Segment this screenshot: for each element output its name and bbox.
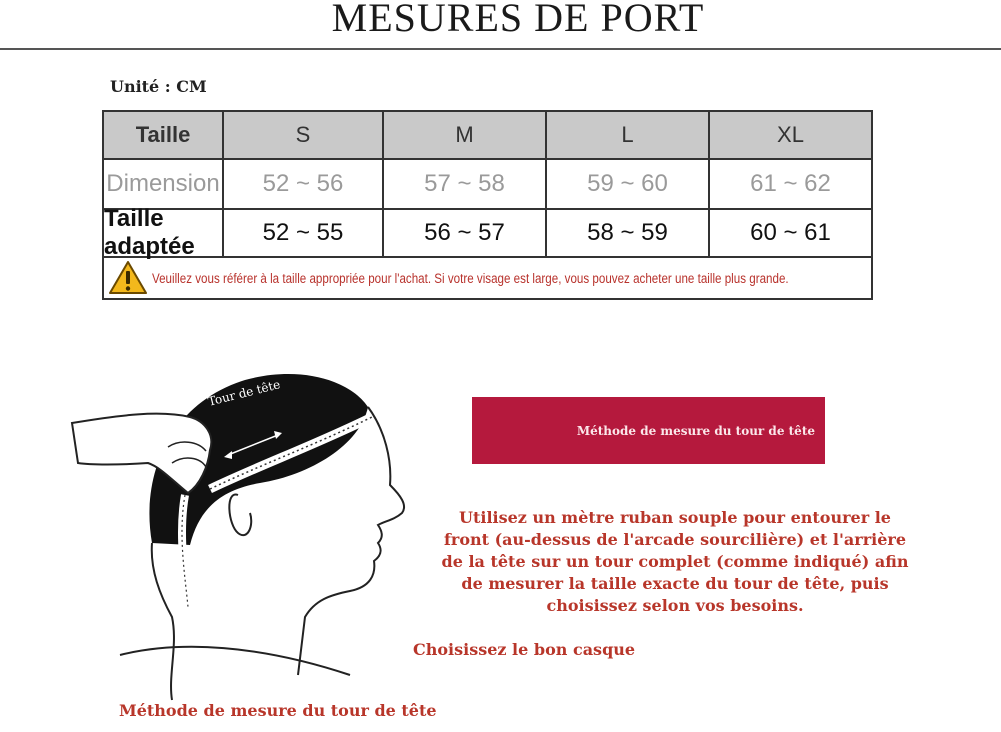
table-cell: 60 ~ 61 bbox=[750, 219, 831, 246]
instruction-line: choisissez selon vos besoins. bbox=[546, 596, 804, 615]
table-cell: 61 ~ 62 bbox=[750, 170, 831, 197]
table-header-row bbox=[104, 112, 871, 160]
header-cell-s: S bbox=[224, 112, 384, 158]
unit-label: Unité : CM bbox=[110, 77, 207, 96]
table-cell: 57 ~ 58 bbox=[384, 160, 547, 208]
instruction-line: de la tête sur un tour complet (comme indiqué) afin bbox=[441, 552, 909, 571]
title-divider bbox=[0, 48, 1001, 50]
instruction-line: de mesurer la taille exacte du tour de tête, puis bbox=[461, 574, 889, 593]
table-cell: 56 ~ 57 bbox=[384, 210, 547, 256]
instruction-line: front (au-dessus de l'arcade sourcilière) et l'arrière bbox=[444, 530, 906, 549]
instruction-line: Utilisez un mètre ruban souple pour entourer le bbox=[459, 508, 891, 527]
tape-label: Tour de tête bbox=[206, 377, 282, 409]
head-measurement-illustration bbox=[60, 355, 430, 705]
page-title: MESURES DE PORT bbox=[331, 0, 705, 40]
measurement-instructions bbox=[440, 507, 910, 617]
header-cell-l: L bbox=[547, 112, 710, 158]
method-caption: Méthode de mesure du tour de tête bbox=[119, 701, 437, 720]
method-banner bbox=[472, 397, 825, 464]
table-row-fitted-size bbox=[104, 205, 871, 260]
note-text: Veuillez vous référer à la taille appropriée pour l'achat. Si votre visage est large, vous pouvez acheter une taille plus grande. bbox=[152, 270, 789, 286]
header-cell-m: M bbox=[384, 112, 547, 158]
table-cell: 52 ~ 56 bbox=[224, 160, 384, 208]
table-cell: 52 ~ 55 bbox=[224, 210, 384, 256]
table-cell: 58 ~ 59 bbox=[547, 210, 710, 256]
banner-text: Méthode de mesure du tour de tête bbox=[576, 423, 815, 438]
size-table bbox=[102, 110, 873, 300]
table-row-dimension bbox=[104, 160, 871, 210]
row-label: Dimension bbox=[104, 160, 224, 208]
choose-helmet-label: Choisissez le bon casque bbox=[413, 640, 636, 659]
header-cell-xl: XL bbox=[777, 122, 804, 147]
warning-triangle-icon bbox=[108, 260, 148, 296]
header-cell-size: Taille bbox=[104, 112, 224, 158]
row-label: Taille adaptée bbox=[104, 210, 224, 256]
table-cell: 59 ~ 60 bbox=[547, 160, 710, 208]
size-note bbox=[104, 258, 871, 298]
